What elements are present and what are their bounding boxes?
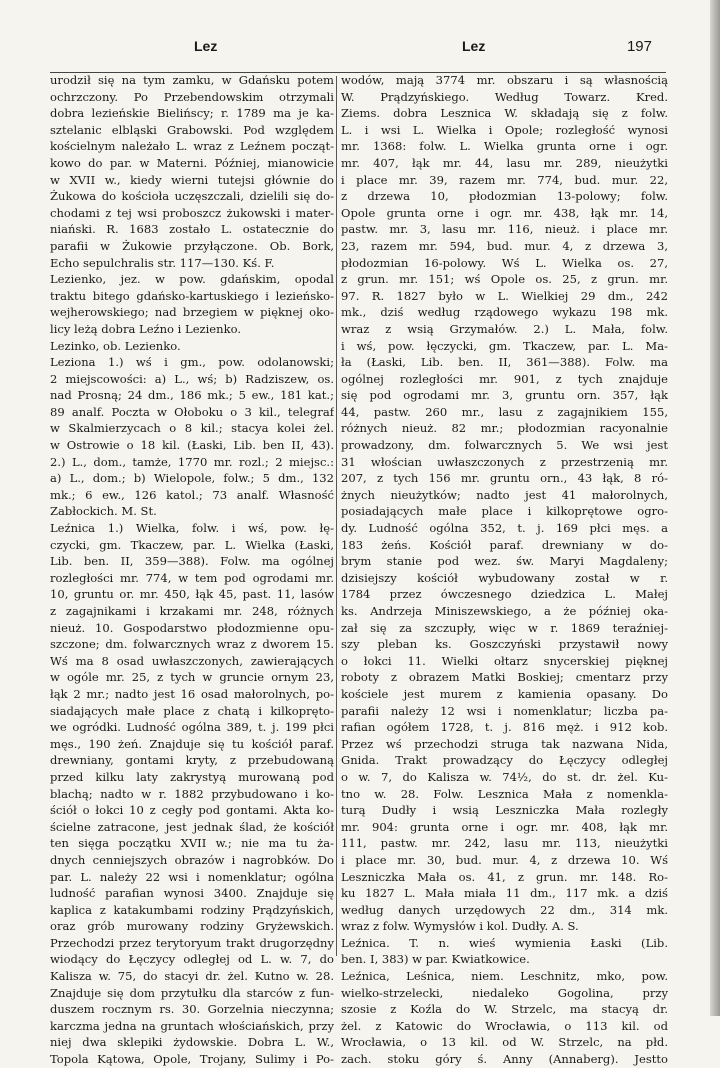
text-line: wraz z folw. Wymysłów i kol. Dudły. A. S. <box>341 919 579 934</box>
text-line: dobra lezieńskie Bielińscy; r. 1789 ma je ka- <box>50 106 334 121</box>
text-line: Leziona 1.) wś i gm., pow. odolanowski; <box>50 355 334 370</box>
text-line: 10, gruntu or. mr. 450, łąk 45, past. 11, lasów <box>50 587 334 602</box>
text-line: żel. z Katowic do Wrocławia, o 113 kil. od <box>341 1018 668 1033</box>
text-line: ła (Łaski, Lib. ben. II, 361—388). Folw. ma <box>341 355 668 370</box>
text-line: się pod ogrodami mr. 3, gruntu orn. 357, łąk <box>341 388 668 403</box>
text-line: Gnida. Trakt prowadzący do Łęczycy odległej <box>341 753 668 768</box>
text-line: mr. 1368: folw. L. Wielka grunta orne i ogr. <box>341 139 668 154</box>
text-line: o łokci 11. Wielki ołtarz snycerskiej pięknej <box>341 653 668 668</box>
text-line: ten sięga początku XVII w.; nie ma tu ża- <box>50 836 334 851</box>
text-line: zach. stoku góry ś. Anny (Annaberg). Jestto <box>341 1052 668 1067</box>
text-line: w Ostrowie o 18 kil. (Łaski, Lib. ben II, 43). <box>50 438 334 453</box>
left-text-column <box>50 72 334 1068</box>
text-line: szosie z Koźla do W. Strzelc, ma stacyą dr. <box>341 1002 668 1017</box>
text-line: nad Prosną; 24 dm., 186 mk.; 5 ew., 181 kat.; <box>50 388 334 403</box>
text-line: ks. Andrzeja Miniszewskiego, a że później oka- <box>341 604 668 618</box>
text-line: kaplica z katakumbami rodziny Prądzyńskich, <box>50 902 334 917</box>
text-line: Znajduje się dom przytułku dla starców z fun- <box>50 985 334 1000</box>
text-line: szczone; dm. folwarcznych wraz z dworem 15. <box>50 637 334 652</box>
text-line: Leszniczka Mała os. 41, z grun. mr. 148. Ro- <box>341 869 668 884</box>
text-line: drewniany, gontami kryty, z przebudowaną <box>50 753 334 768</box>
header-left-keyword: Lez <box>194 38 218 54</box>
text-line: Lezienko, jez. w pow. gdańskim, opodal <box>50 272 334 287</box>
text-line: ludność parafian wynosi 3400. Znajduje się <box>50 886 334 901</box>
text-line: ścielne zatracone, jest jednak ślad, że kościół <box>50 819 334 834</box>
text-line: parafii w Żukowie przyłączone. Ob. Bork, <box>50 238 334 253</box>
text-line: łąk 2 mr.; nadto jest 16 osad małorolnych, po- <box>50 686 334 701</box>
text-line: urodził się na tym zamku, w Gdańsku potem <box>50 73 334 87</box>
text-line: z grun. mr. 151; wś Opole os. 25, z grun. mr. <box>341 272 668 287</box>
text-line: kościelnym należało L. wraz z Leźnem począt- <box>50 139 334 154</box>
text-line: pastw. mr. 3, lasu mr. 116, nieuż. i place mr. <box>341 222 668 237</box>
text-line: ku 1827 L. Mała miała 11 dm., 117 mk. a dziś <box>341 886 668 901</box>
text-line: ochrzczony. Po Przebendowskim otrzymali <box>50 89 334 104</box>
text-line: we ogródki. Ludność ogólna 389, t. j. 199 płci <box>50 720 334 735</box>
text-line: mr. 407, łąk mr. 44, lasu mr. 289, nieużytki <box>341 155 668 170</box>
text-line: mk.; 6 ew., 126 katol.; 73 analf. Własność <box>50 487 334 502</box>
text-line: czycki, gm. Tkaczew, par. L. Wielka (Łaski, <box>50 537 334 552</box>
text-line: w XVII w., kiedy wierni tutejsi głównie do <box>50 172 334 187</box>
text-line: 97. R. 1827 było w L. Wielkiej 29 dm., 242 <box>341 288 668 303</box>
text-line: 2.) L., dom., tamże, 1770 mr. rozl.; 2 miejsc.: <box>50 454 334 469</box>
text-line: 44, pastw. 260 mr., lasu z zagajnikiem 155, <box>341 404 668 419</box>
text-line: ogólnej rozległości mr. 901, z tych znajduje <box>341 371 668 386</box>
text-line: rozległości mr. 774, w tem pod ogrodami mr. <box>50 570 334 585</box>
text-line: duszem rocznym rs. 30. Gorzelnia nieczynna; <box>50 1002 334 1017</box>
text-line: sztelanic elbląski Grabowski. Pod względem <box>50 122 334 137</box>
text-line: 89 analf. Poczta w Ołoboku o 3 kil., telegraf <box>50 404 334 419</box>
text-line: w Skalmierzycach o 8 kil.; stacya kolei żel. <box>50 421 334 436</box>
text-line: chodami z tej wsi proboszcz żukowski i mater- <box>50 205 334 220</box>
text-line: karczma jedna na gruntach włościańskich, przy <box>50 1018 334 1033</box>
text-line: siadających małe place z chatą i kilkopręto- <box>50 703 334 718</box>
text-line: dnych cenniejszych obrazów i nagrobków. Do <box>50 852 334 867</box>
text-line: z drzewa 10, płodozmian 13-polowy; folw. <box>341 189 668 204</box>
text-line: turą Dudły i wsią Leszniczka Mała rozległy <box>341 803 668 818</box>
text-line: Topola Kątowa, Opole, Trojany, Sulimy i Po- <box>50 1052 334 1067</box>
text-line: i place mr. 30, bud. mur. 4, z drzewa 10. Wś <box>341 852 668 867</box>
text-line: różnych nieuż. 82 mr.; płodozmian racyonalnie <box>341 421 668 436</box>
text-line: ben. I, 383) w par. Kwiatkowice. <box>341 952 530 967</box>
text-line: Echo sepulchralis str. 117—130. Kś. F. <box>50 255 275 270</box>
text-line: Wś ma 8 osad uwłaszczonych, zawierających <box>50 653 334 668</box>
text-line: posiadających małe place i kilkoprętowe ogro- <box>341 504 668 519</box>
text-line: Ziems. dobra Lesznica W. składają się z folw. <box>341 106 668 121</box>
text-line: w ogóle mr. 25, z tych w gruncie ornym 23, <box>50 670 334 685</box>
text-line: dzisiejszy kościół wybudowany został w r. <box>341 570 668 585</box>
text-line: Lezinko, ob. Lezienko. <box>50 338 181 353</box>
text-line: niej dwa sklepiki żydowskie. Dobra L. W., <box>50 1035 334 1050</box>
text-line: 2 miejscowości: a) L., wś; b) Radziszew, os. <box>50 371 334 386</box>
text-line: L. i wsi L. Wielka i Opole; rozległość wynosi <box>341 122 668 137</box>
text-line: dy. Ludność ogólna 352, t. j. 169 płci męs. a <box>341 521 668 536</box>
text-line: według danych urzędowych 22 dm., 314 mk. <box>341 902 668 917</box>
text-line: a) L., dom.; b) Wielopole, folw.; 5 dm., 132 <box>50 471 334 486</box>
text-line: męs., 190 żeń. Znajduje się tu kościół paraf. <box>50 736 334 751</box>
text-line: Leźnica. T. n. wieś wymienia Łaski (Lib. <box>341 935 668 950</box>
text-line: Lib. ben. II, 359—388). Folw. ma ogólnej <box>50 554 334 569</box>
page-edge-shadow <box>710 0 720 1016</box>
text-line: z zagajnikami i krzakami mr. 248, różnych <box>50 604 334 618</box>
text-line: mk., dziś według rządowego wykazu 198 mk. <box>341 305 668 320</box>
text-line: 207, z tych 156 mr. gruntu orn., 43 łąk, 8 ró- <box>341 471 668 486</box>
text-line: Kalisza w. 75, do stacyi dr. żel. Kutno w. 28. <box>50 969 334 984</box>
text-line: 23, razem mr. 594, bud. mur. 4, z drzewa 3, <box>341 238 668 253</box>
header-middle-keyword: Lez <box>462 38 486 54</box>
text-line: i wś, pow. łęczycki, gm. Tkaczew, par. L. Ma- <box>341 338 668 353</box>
text-line: brym stanie pod wez. św. Maryi Magdaleny; <box>341 554 668 569</box>
text-line: Opole grunta orne i ogr. mr. 438, łąk mr. 14, <box>341 205 668 220</box>
text-line: 31 włościan uwłaszczonych z przestrzenią mr. <box>341 454 668 469</box>
text-line: wodów, mają 3774 mr. obszaru i są własnością <box>341 73 668 87</box>
text-line: płodozmian 16-polowy. Wś L. Wielka os. 27, <box>341 255 668 270</box>
right-text-column <box>341 72 668 1068</box>
text-line: wiodący do Łęczycy odległej od L. w. 7, do <box>50 952 334 967</box>
text-line: wraz z wsią Grzymałów. 2.) L. Mała, folw. <box>341 321 668 336</box>
text-line: Przechodzi przez terytoryum trakt drugorzędny <box>50 935 334 950</box>
text-line: par. L. należy 22 wsi i nomenklatur; ogólna <box>50 869 334 884</box>
text-line: wielko-strzelecki, niedaleko Gogolina, przy <box>341 985 668 1000</box>
text-line: mr. 904: grunta orne i ogr. mr. 408, łąk mr. <box>341 819 668 834</box>
text-line: 111, pastw. mr. 242, lasu mr. 113, nieużytki <box>341 836 668 851</box>
text-line: kowo do par. w Materni. Później, mianowicie <box>50 155 334 170</box>
text-line: Leźnica 1.) Wielka, folw. i wś, pow. łę- <box>50 521 334 536</box>
text-line: ściół o łokci 10 z cegły pod gontami. Akta ko- <box>50 803 334 818</box>
text-line: Żukowa do kościoła uczęszczali, dzielili się do- <box>50 189 334 204</box>
text-line: rafian ogółem 1728, t. j. 816 męż. i 912 kob. <box>341 720 668 735</box>
text-line: szy pleban ks. Goszczyński przystawił nowy <box>341 637 668 652</box>
text-line: W. Prądzyńskiego. Według Towarz. Kred. <box>341 89 668 104</box>
text-line: Leźnica, Leśnica, niem. Leschnitz, mko, pow. <box>341 969 668 984</box>
text-line: blachą; nadto w r. 1882 przybudowano i ko- <box>50 786 334 801</box>
text-line: 1784 przez ówczesnego dziedzica L. Małej <box>341 587 668 602</box>
text-line: Wrocławia, o 13 kil. od W. Strzelc, na płd. <box>341 1035 668 1050</box>
text-line: zał się za szczupły, więc w r. 1869 teraźniej- <box>341 620 668 635</box>
text-line: roboty z obrazem Matki Boskiej; cmentarz przy <box>341 670 668 685</box>
text-line: 183 żeńs. Kościół paraf. drewniany w do- <box>341 537 668 552</box>
text-line: żnych nieużytków; nadto jest 41 małorolnych, <box>341 487 668 502</box>
text-line: parafii należy 12 wsi i nomenklatur; liczba pa- <box>341 703 668 718</box>
text-line: niański. R. 1683 zostało L. ostatecznie do <box>50 222 334 237</box>
text-line: traktu bitego gdańsko-kartuskiego i lezieńsko- <box>50 288 334 303</box>
text-line: tno w. 28. Folw. Lesznica Mała z nomenkla- <box>341 786 668 801</box>
text-line: prowadzony, dm. folwarcznych 5. We wsi jest <box>341 438 668 453</box>
text-line: licy leżą dobra Leźno i Lezienko. <box>50 321 241 336</box>
text-line: o w. 7, do Kalisza w. 74½, do st. dr. żel. Ku- <box>341 769 668 784</box>
text-line: Przez wś przechodzi struga tak nazwana Nida, <box>341 736 668 751</box>
text-line: Zabłockich. M. St. <box>50 504 157 519</box>
text-line: oraz grób murowany rodziny Gryżewskich. <box>50 919 334 934</box>
text-line: wejherowskiego; nad brzegiem w pięknej oko- <box>50 305 334 320</box>
text-line: i place mr. 39, razem mr. 774, bud. mur. 22, <box>341 172 668 187</box>
text-line: kościele jest murem z kamienia opasany. Do <box>341 686 668 701</box>
running-header <box>50 38 670 58</box>
column-divider <box>336 76 337 956</box>
text-line: nieuż. 10. Gospodarstwo płodozmienne opu- <box>50 620 334 635</box>
text-line: przed kilku laty zakrystyą murowaną pod <box>50 769 334 784</box>
page-number: 197 <box>626 38 652 55</box>
